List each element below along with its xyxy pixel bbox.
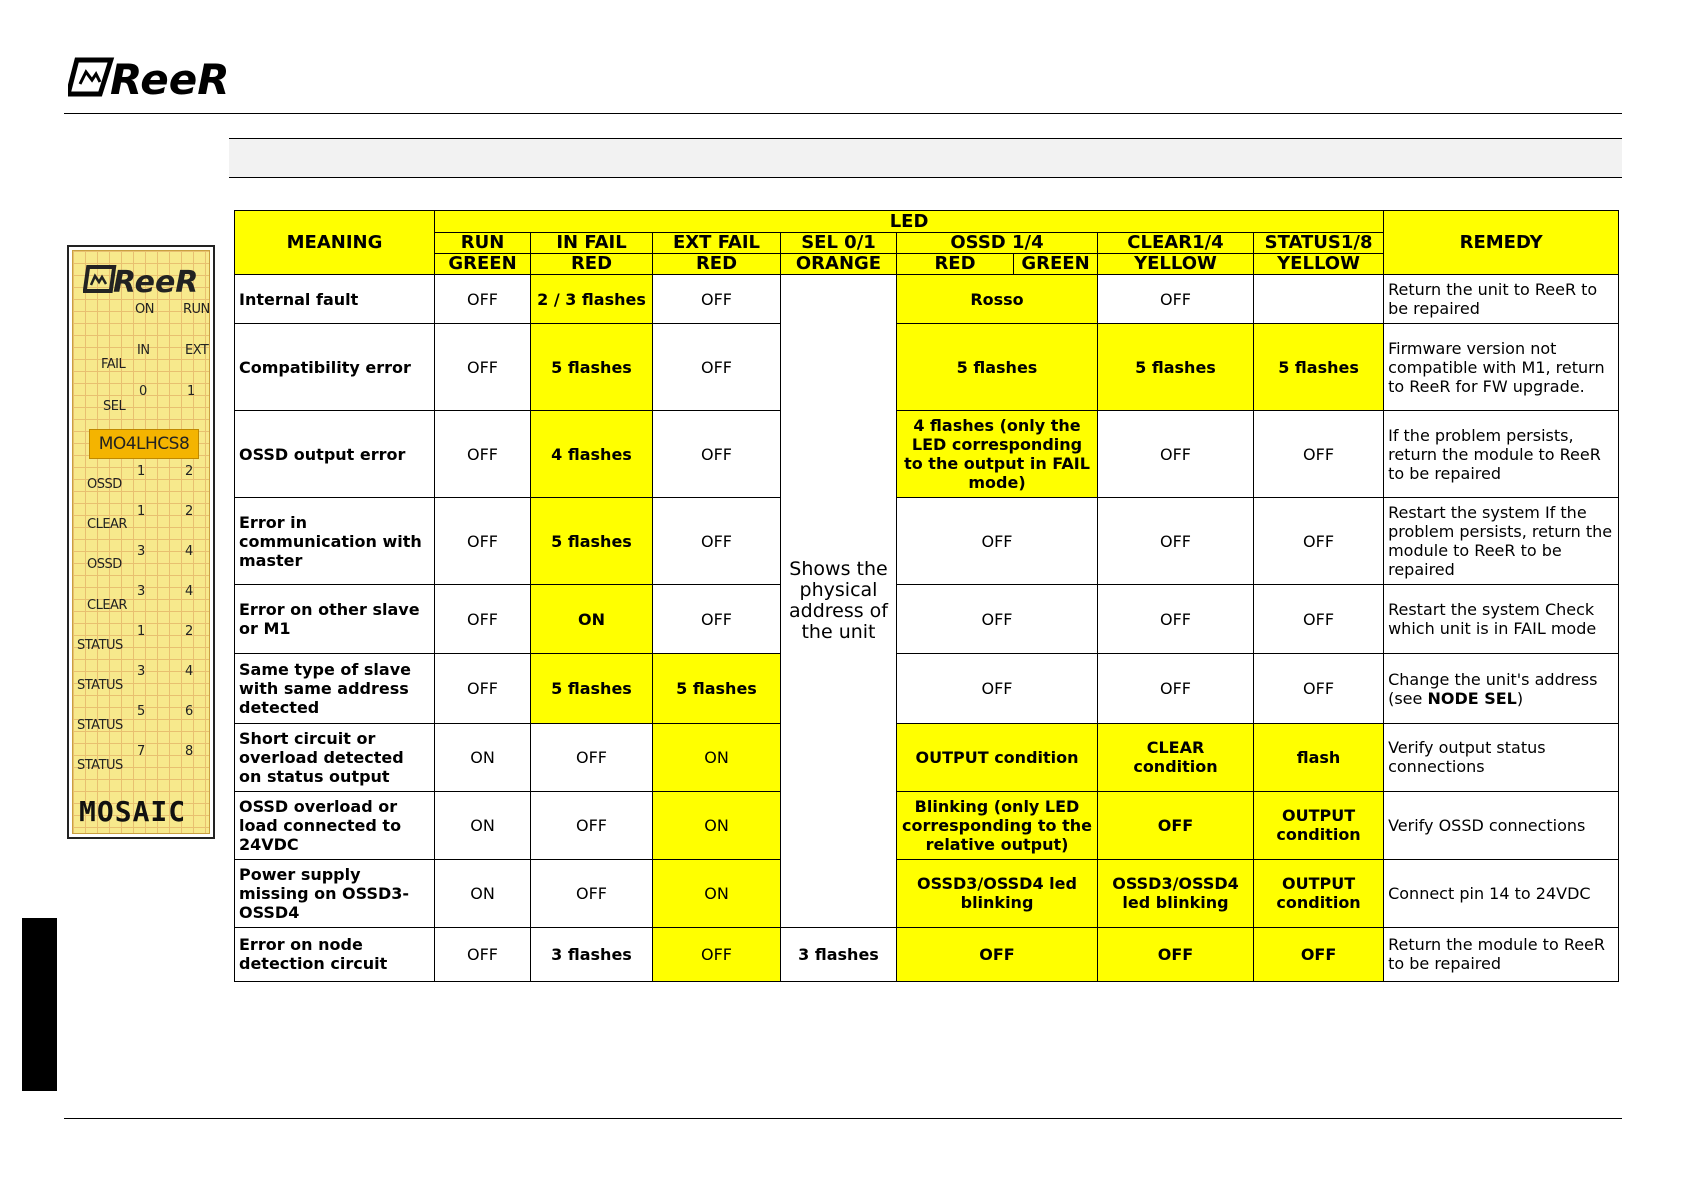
header-meaning: MEANING	[235, 211, 435, 275]
header-ossd: OSSD 1/4	[897, 233, 1098, 254]
module-label: 1	[187, 384, 195, 399]
node-sel-ref: NODE SEL	[1427, 688, 1517, 708]
ext-fail-cell: ON	[653, 723, 781, 791]
header-status: STATUS1/8	[1254, 233, 1384, 254]
clear-cell: OFF	[1098, 411, 1254, 498]
clear-cell: OSSD3/OSSD4 led blinking	[1098, 859, 1254, 927]
table-row	[235, 498, 1619, 585]
clear-cell: OFF	[1098, 927, 1254, 981]
module-label: 5	[137, 704, 145, 719]
module-label: IN	[137, 343, 150, 358]
ext-fail-cell: OFF	[653, 498, 781, 585]
clear-cell: CLEAR condition	[1098, 723, 1254, 791]
meaning-cell: OSSD output error	[235, 411, 435, 498]
run-cell: OFF	[435, 654, 531, 723]
meaning-cell: Compatibility error	[235, 324, 435, 411]
header-run: RUN	[435, 233, 531, 254]
side-tab	[22, 918, 57, 1091]
remedy-cell: Restart the system If the problem persists, return the module to ReeR to be repaired	[1384, 498, 1619, 585]
run-cell: OFF	[435, 275, 531, 324]
header-in-fail-color: RED	[531, 254, 653, 275]
module-label: 2	[185, 504, 193, 519]
section-band	[229, 138, 1622, 178]
header-ossd-green: GREEN	[1014, 254, 1098, 275]
sel-cell: 3 flashes	[781, 927, 897, 981]
ossd-cell: 4 flashes (only the LED corresponding to the output in FAIL mode)	[897, 411, 1098, 498]
ossd-cell: OSSD3/OSSD4 led blinking	[897, 859, 1098, 927]
run-cell: OFF	[435, 927, 531, 981]
module-label: 2	[185, 464, 193, 479]
meaning-cell: Internal fault	[235, 275, 435, 324]
module-label: STATUS	[77, 718, 123, 733]
module-label: STATUS	[77, 758, 123, 773]
module-label: 1	[137, 504, 145, 519]
run-cell: ON	[435, 859, 531, 927]
module-label: SEL	[103, 399, 126, 414]
ossd-cell: OUTPUT condition	[897, 723, 1098, 791]
in-fail-cell: 3 flashes	[531, 927, 653, 981]
run-cell: ON	[435, 791, 531, 859]
header-ext-fail: EXT FAIL	[653, 233, 781, 254]
remedy-cell: Connect pin 14 to 24VDC	[1384, 859, 1619, 927]
ext-fail-cell: 5 flashes	[653, 654, 781, 723]
status-cell	[1254, 275, 1384, 324]
remedy-text-end: )	[1516, 688, 1524, 708]
run-cell: OFF	[435, 324, 531, 411]
meaning-cell: Short circuit or overload detected on status output	[235, 723, 435, 791]
meaning-cell: Same type of slave with same address detected	[235, 654, 435, 723]
in-fail-cell: OFF	[531, 723, 653, 791]
table-row	[235, 585, 1619, 654]
module-label: RUN	[183, 302, 210, 317]
meaning-cell: Power supply missing on OSSD3-OSSD4	[235, 859, 435, 927]
ext-fail-cell: OFF	[653, 585, 781, 654]
status-cell: OFF	[1254, 411, 1384, 498]
remedy-cell: Firmware version not compatible with M1, return to ReeR for FW upgrade.	[1384, 324, 1619, 411]
module-logo	[83, 261, 207, 297]
clear-cell: OFF	[1098, 585, 1254, 654]
module-label: 3	[137, 544, 145, 559]
table-row	[235, 654, 1619, 723]
in-fail-cell: 2 / 3 flashes	[531, 275, 653, 324]
status-cell: OFF	[1254, 498, 1384, 585]
module-label: 0	[139, 384, 147, 399]
header-status-color: YELLOW	[1254, 254, 1384, 275]
module-label: FAIL	[101, 357, 126, 372]
header-clear: CLEAR1/4	[1098, 233, 1254, 254]
ossd-cell: Blinking (only LED corresponding to the relative output)	[897, 791, 1098, 859]
header-sel-color: ORANGE	[781, 254, 897, 275]
remedy-cell	[1384, 654, 1619, 723]
module-label: 4	[185, 544, 193, 559]
header-run-color: GREEN	[435, 254, 531, 275]
meaning-cell: Error on node detection circuit	[235, 927, 435, 981]
sel-address-cell: Shows the physical address of the unit	[781, 275, 897, 928]
header-in-fail: IN FAIL	[531, 233, 653, 254]
ossd-cell: OFF	[897, 654, 1098, 723]
ossd-cell: OFF	[897, 927, 1098, 981]
in-fail-cell: 5 flashes	[531, 498, 653, 585]
meaning-cell: Error in communication with master	[235, 498, 435, 585]
mosaic-logo: MOSAIC	[79, 795, 187, 828]
run-cell: OFF	[435, 498, 531, 585]
ext-fail-cell: OFF	[653, 275, 781, 324]
module-label: STATUS	[77, 638, 123, 653]
remedy-cell: Return the module to ReeR to be repaired	[1384, 927, 1619, 981]
module-label: 8	[185, 744, 193, 759]
module-label: ON	[135, 302, 154, 317]
ext-fail-cell: OFF	[653, 927, 781, 981]
header-remedy: REMEDY	[1384, 211, 1619, 275]
remedy-cell: Return the unit to ReeR to be repaired	[1384, 275, 1619, 324]
status-cell: OFF	[1254, 927, 1384, 981]
ext-fail-cell: OFF	[653, 324, 781, 411]
module-label: 1	[137, 464, 145, 479]
module-label: OSSD	[87, 557, 122, 572]
module-label: 4	[185, 584, 193, 599]
header-ossd-red: RED	[897, 254, 1014, 275]
module-label: EXT	[185, 343, 209, 358]
run-cell: OFF	[435, 411, 531, 498]
in-fail-cell: 5 flashes	[531, 654, 653, 723]
status-cell: 5 flashes	[1254, 324, 1384, 411]
module-illustration	[67, 245, 215, 839]
remedy-cell: If the problem persists, return the module to ReeR to be repaired	[1384, 411, 1619, 498]
table-row	[235, 859, 1619, 927]
module-label: 3	[137, 664, 145, 679]
meaning-cell: Error on other slave or M1	[235, 585, 435, 654]
table-row	[235, 275, 1619, 324]
clear-cell: 5 flashes	[1098, 324, 1254, 411]
logo-text: ReeR	[110, 55, 228, 102]
module-label: 2	[185, 624, 193, 639]
top-rule	[64, 113, 1622, 114]
clear-cell: OFF	[1098, 791, 1254, 859]
module-label: 7	[137, 744, 145, 759]
module-label: CLEAR	[87, 517, 127, 532]
in-fail-cell: ON	[531, 585, 653, 654]
in-fail-cell: OFF	[531, 791, 653, 859]
status-cell: flash	[1254, 723, 1384, 791]
in-fail-cell: OFF	[531, 859, 653, 927]
in-fail-cell: 4 flashes	[531, 411, 653, 498]
table-row	[235, 723, 1619, 791]
status-cell: OFF	[1254, 654, 1384, 723]
status-cell: OUTPUT condition	[1254, 859, 1384, 927]
header-clear-color: YELLOW	[1098, 254, 1254, 275]
ext-fail-cell: ON	[653, 859, 781, 927]
remedy-cell: Verify output status connections	[1384, 723, 1619, 791]
clear-cell: OFF	[1098, 498, 1254, 585]
run-cell: OFF	[435, 585, 531, 654]
module-logo-text: ReeR	[113, 265, 199, 297]
clear-cell: OFF	[1098, 275, 1254, 324]
table-row	[235, 411, 1619, 498]
module-code: MO4LHCS8	[89, 429, 199, 459]
ossd-cell: OFF	[897, 498, 1098, 585]
ext-fail-cell: OFF	[653, 411, 781, 498]
table-row	[235, 927, 1619, 981]
run-cell: ON	[435, 723, 531, 791]
module-label: 6	[185, 704, 193, 719]
ossd-cell: Rosso	[897, 275, 1098, 324]
header-sel: SEL 0/1	[781, 233, 897, 254]
module-label: 4	[185, 664, 193, 679]
ossd-cell: 5 flashes	[897, 324, 1098, 411]
remedy-cell: Verify OSSD connections	[1384, 791, 1619, 859]
module-label: 3	[137, 584, 145, 599]
status-cell: OFF	[1254, 585, 1384, 654]
meaning-cell: OSSD overload or load connected to 24VDC	[235, 791, 435, 859]
ext-fail-cell: ON	[653, 791, 781, 859]
ossd-cell: OFF	[897, 585, 1098, 654]
clear-cell: OFF	[1098, 654, 1254, 723]
led-diagnostic-table	[234, 210, 1619, 982]
reer-logo	[68, 52, 228, 102]
bottom-rule	[64, 1118, 1622, 1119]
header-ext-fail-color: RED	[653, 254, 781, 275]
status-cell: OUTPUT condition	[1254, 791, 1384, 859]
module-label: 1	[137, 624, 145, 639]
header-led: LED	[435, 211, 1384, 233]
remedy-text: Change the unit's address (see	[1388, 669, 1598, 708]
module-label: OSSD	[87, 477, 122, 492]
table-row	[235, 324, 1619, 411]
in-fail-cell: 5 flashes	[531, 324, 653, 411]
table-row	[235, 791, 1619, 859]
module-label: CLEAR	[87, 598, 127, 613]
remedy-cell: Restart the system Check which unit is in FAIL mode	[1384, 585, 1619, 654]
module-label: STATUS	[77, 678, 123, 693]
